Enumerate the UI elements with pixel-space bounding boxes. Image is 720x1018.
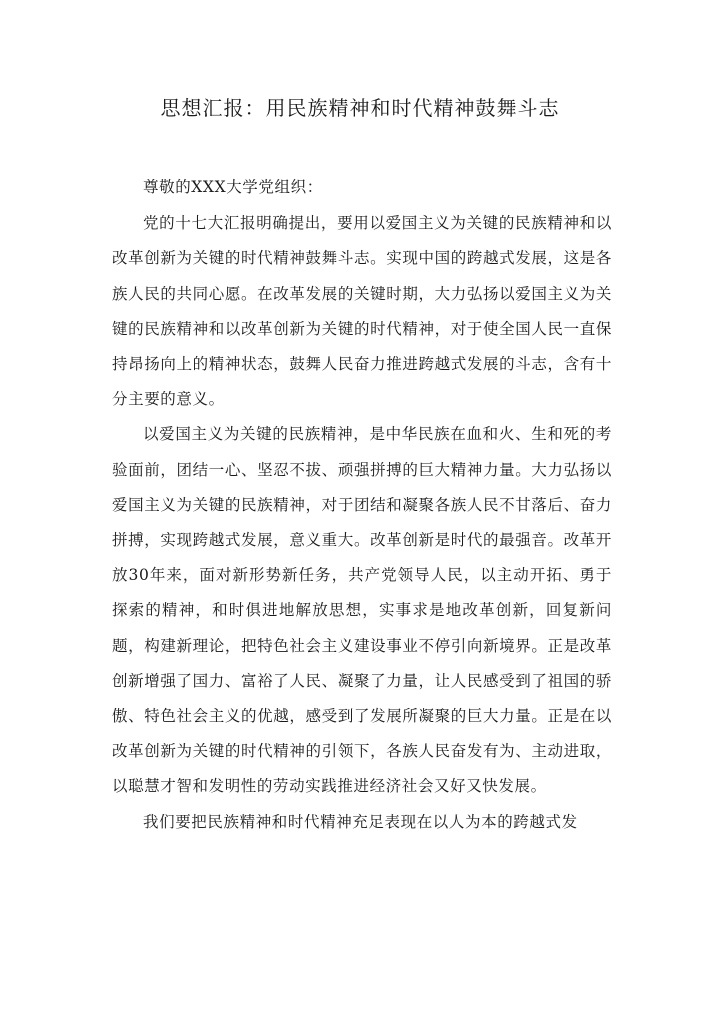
paragraph-1: 党的十七大汇报明确提出，要用以爱国主义为关键的民族精神和以改革创新为关键的时代精神鼓舞斗志。实现中国的跨越式发展，这是各族人民的共同心愿。在改革发展的关键时期，大力弘扬以爱国主义为关键的民族精神和以改革创新为关键的时代精神，对于使全国人民一直保持昂扬向上的精神状态，鼓舞人民奋力推进跨越式发展的斗志，含有十分主要的意义。 xyxy=(112,214,612,409)
document-title: 思想汇报：用民族精神和时代精神鼓舞斗志 xyxy=(160,96,560,120)
paragraph-3: 我们要把民族精神和时代精神充足表现在以人为本的跨越式发 xyxy=(143,812,578,831)
document-body xyxy=(112,170,612,840)
paragraph-2: 以爱国主义为关键的民族精神，是中华民族在血和火、生和死的考验面前，团结一心、坚忍不拔、顽强拼搏的巨大精神力量。大力弘扬以爱国主义为关键的民族精神，对于团结和凝聚各族人民不甘落后、奋力拼搏，实现跨越式发展，意义重大。改革创新是时代的最强音。改革开放30年来，面对新形势新任务，共产党领导人民，以主动开拓、勇于探索的精神，和时俱进地解放思想，实事求是地改革创新，回复新问题，构建新理论，把特色社会主义建设事业不停引向新境界。正是改革创新增强了国力、富裕了人民、凝聚了力量，让人民感受到了祖国的骄傲、特色社会主义的优越，感受到了发展所凝聚的巨大力量。正是在以改革创新为关键的时代精神的引领下，各族人民奋发有为、主动进取，以聪慧才智和发明性的劳动实践推进经济社会又好又快发展。 xyxy=(112,425,612,796)
salutation: 尊敬的XXX大学党组织： xyxy=(143,178,323,196)
